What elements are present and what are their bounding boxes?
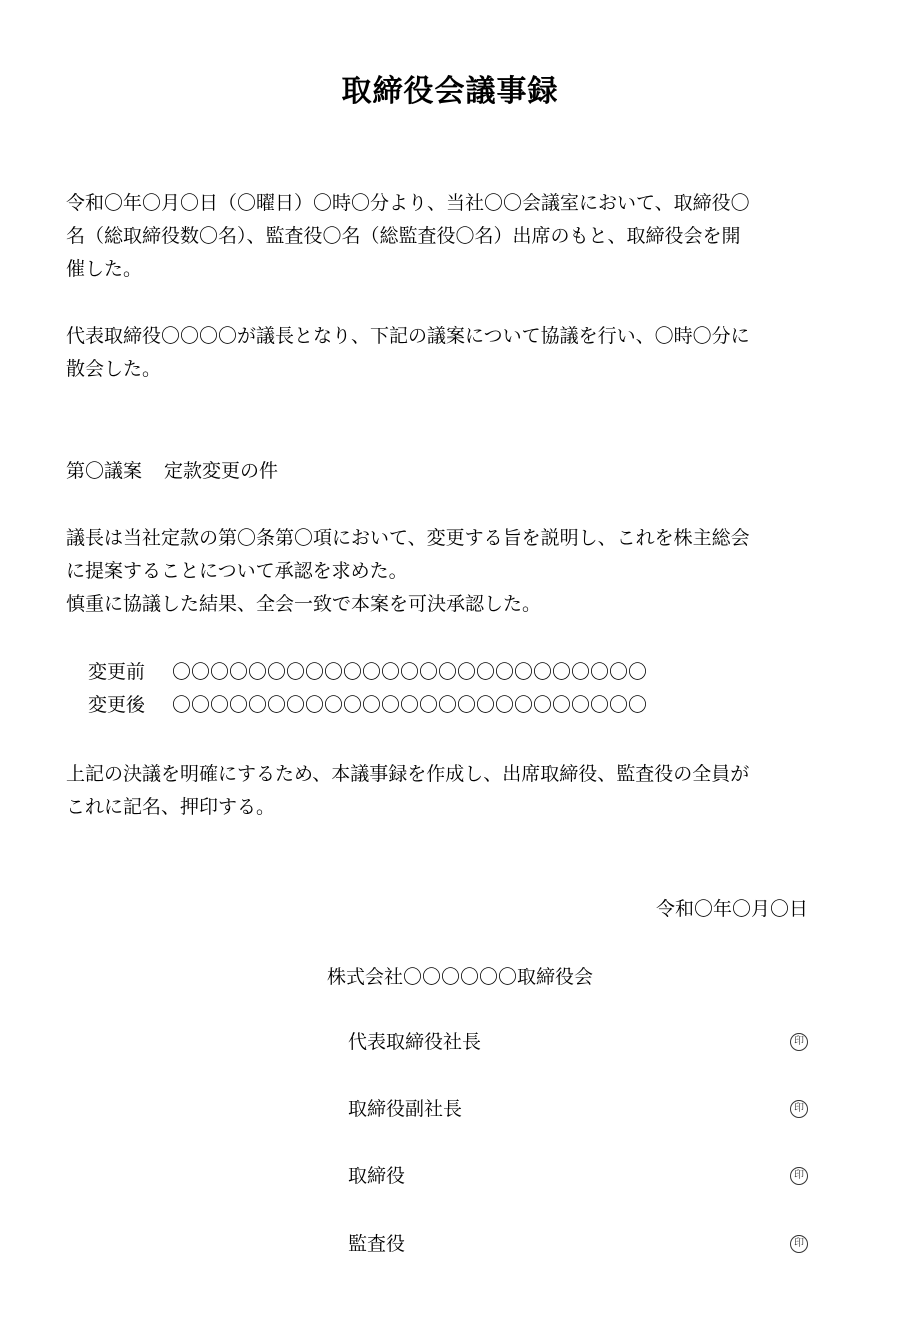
- intro-line: 名（総取締役数〇名）、監査役〇名（総監査役〇名）出席のもと、取締役会を開: [66, 225, 741, 247]
- seal-icon: 印: [790, 1167, 808, 1185]
- change-before-row: [88, 656, 647, 689]
- chair-paragraph: [66, 320, 836, 386]
- signatory-row: [348, 1229, 808, 1259]
- signatory-role: 代表取締役社長: [348, 1031, 482, 1053]
- closing-paragraph: [66, 758, 836, 824]
- intro-line: 令和〇年〇月〇日（〇曜日）〇時〇分より、当社〇〇会議室において、取締役〇: [66, 192, 750, 214]
- closing-line: これに記名、押印する。: [66, 796, 276, 818]
- agenda-number: 第〇議案: [66, 460, 143, 482]
- seal-icon: 印: [790, 1235, 808, 1253]
- signatory-row: [348, 1027, 808, 1057]
- seal-icon: 印: [790, 1100, 808, 1118]
- document-date: 令和〇年〇月〇日: [655, 898, 808, 920]
- discussion-line: 慎重に協議した結果、全会一致で本案を可決承認した。: [66, 593, 542, 615]
- signatory-role: 取締役副社長: [348, 1098, 463, 1120]
- intro-line: 催した。: [66, 258, 143, 280]
- signatory-row: [348, 1094, 808, 1124]
- company-name: 株式会社〇〇〇〇〇〇取締役会: [326, 966, 593, 988]
- chair-line: 散会した。: [66, 358, 162, 380]
- intro-paragraph: [66, 187, 836, 286]
- signatory-row: [348, 1161, 808, 1191]
- signatory-role: 取締役: [348, 1165, 406, 1187]
- chair-line: 代表取締役〇〇〇〇が議長となり、下記の議案について協議を行い、〇時〇分に: [66, 325, 750, 347]
- change-after-row: [88, 689, 647, 722]
- agenda-subject: 定款変更の件: [164, 460, 279, 482]
- signatory-role: 監査役: [348, 1233, 406, 1255]
- change-label: 変更前: [88, 661, 146, 683]
- change-value: 〇〇〇〇〇〇〇〇〇〇〇〇〇〇〇〇〇〇〇〇〇〇〇〇〇: [172, 694, 648, 716]
- discussion-line: に提案することについて承認を求めた。: [66, 560, 408, 582]
- agenda-heading: [66, 455, 836, 488]
- change-value: 〇〇〇〇〇〇〇〇〇〇〇〇〇〇〇〇〇〇〇〇〇〇〇〇〇: [172, 661, 648, 683]
- seal-icon: 印: [790, 1033, 808, 1051]
- discussion-paragraph: [66, 522, 836, 621]
- document-title: 取締役会議事録: [341, 74, 559, 109]
- change-label: 変更後: [88, 694, 146, 716]
- closing-line: 上記の決議を明確にするため、本議事録を作成し、出席取締役、監査役の全員が: [66, 763, 750, 785]
- discussion-line: 議長は当社定款の第〇条第〇項において、変更する旨を説明し、これを株主総会: [66, 527, 750, 549]
